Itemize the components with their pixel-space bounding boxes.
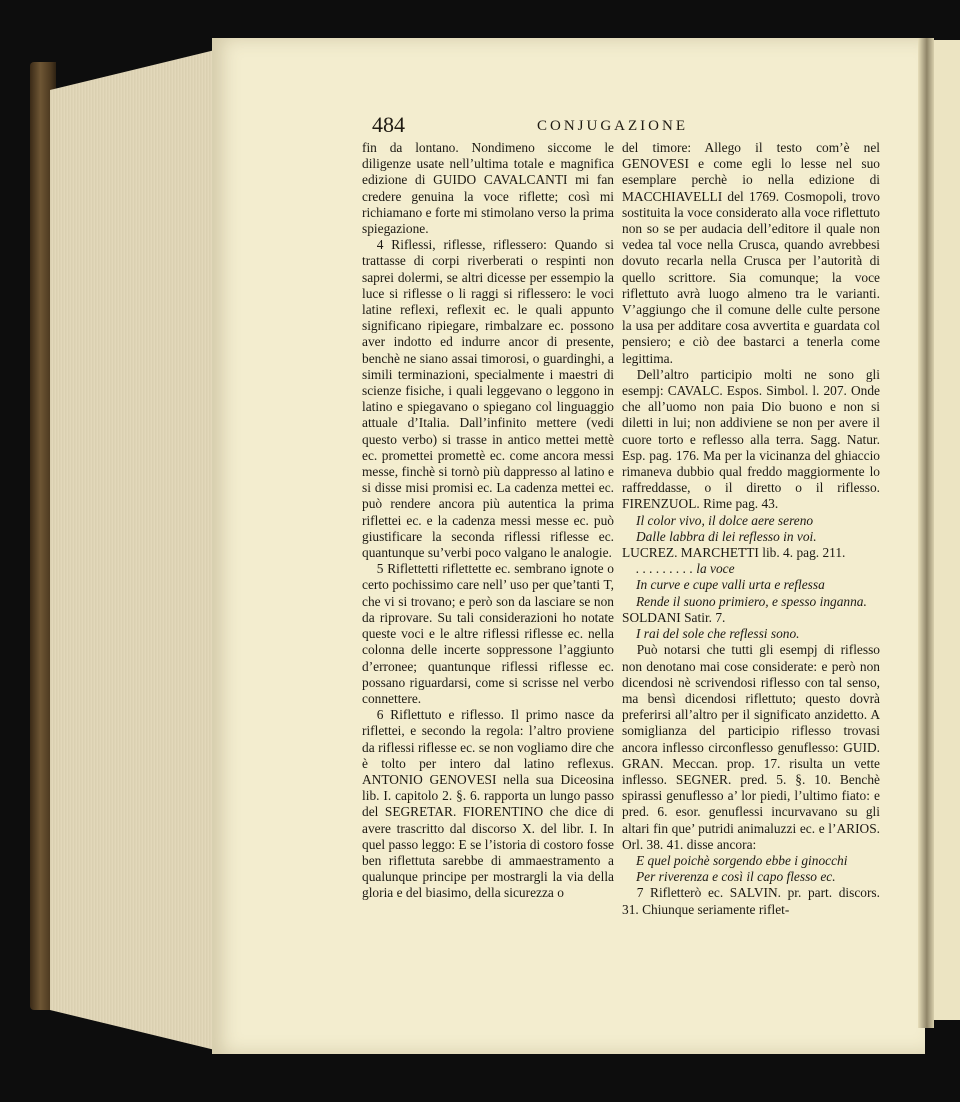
paragraph: 7 Rifletterò ec. SALVIN. pr. part. discors. 31. Chiunque seriamente riflet- — [622, 885, 880, 917]
paragraph: del timore: Allego il testo com’è nel GENOVESI e come egli lo lesse nel suo esemplare perchè io nella edizione di MACCHIAVELLI del 1769. Cosmopoli, trovo sostituita la voce considerato alla voce riflettuto non so se per audacia dell’editore il quale non vedea tal voce nella Crusca, quando avrebbesi dovuto recarla nella Crusca per l’autorità di quello scrittore. Sia comunque; la voce riflettuto avrà luogo almeno tra le varianti. V’aggiungo che il comune delle culte persone la usa per additare cosa avvertita e guardata col pensiero; e ciò dee bastarci a tenerla come legittima. — [622, 140, 880, 366]
citation: LUCREZ. MARCHETTI lib. 4. pag. 211. — [622, 545, 846, 561]
verse-line: E quel poichè sorgendo ebbe i ginocchi — [636, 852, 848, 868]
citation: SOLDANI Satir. 7. — [622, 609, 726, 625]
running-head: CONJUGAZIONE — [537, 118, 688, 134]
left-text-column — [362, 140, 614, 902]
paragraph: 5 Riflettetti riflettette ec. sembrano ignote o certo pochissimo care nell’ uso per que’tanti T, che vi si trovano; e però son da lasciare se non da riprovare. Su tali considerazioni ho notate queste voci e le altre riflessi riflesse ec. nella colonna delle incerte soppressone l’aggiunto d’erronee; quantunque riflessi riflesse ec. possano riguardarsi, come si scrisse nel verbo connettere. — [362, 561, 614, 706]
page-header — [372, 112, 712, 142]
book-gutter — [918, 38, 934, 1028]
verse-line: Per riverenza e così il capo flesso ec. — [636, 869, 836, 885]
paragraph: 4 Riflessi, riflesse, riflessero: Quando si trattasse di corpi riverberati o respinti non saprei dolermi, se altri dicesse per essempio la luce si riflesse o li raggi si riflessero: le voci latine reflexi, reflexit ec. le quali appunto significano ripiegare, rimbalzare ec. possono aver indotto ed indurre ancor di presente, benchè ne siano assai timorosi, o guardinghi, a simili terminazioni, specialmente i maestri di scienze fisiche, i quali leggevano o leggono in latino e spiegavano o spiegano col linguaggio attuale d’Italia. Dall’infinito mettere (vedi questo verbo) si trasse in antico mettei mettè ec. promettei promettè ec. come ancora messi messe, finchè si tornò più dappresso al latino e si disse misi promisi ec. La cadenza mettei ec. può rendere ancora più autentica la prima riflettei ec. e la cadenza messi messe ec. può giustificare la seconda riflessi riflesse ec. quantunque su’verbi poco valgano le analogie. — [362, 237, 614, 561]
verse-line: In curve e cupe valli urta e reflessa — [636, 577, 825, 593]
paragraph: fin da lontano. Nondimeno siccome le diligenze usate nell’ultima totale e magnifica edizione di GUIDO CAVALCANTI mi fan credere genuina la voce riflette; così mi richiamano e forte mi stimolano verso la prima spiegazione. — [362, 140, 614, 237]
right-text-column — [622, 140, 880, 918]
verse-line: Il color vivo, il dolce aere sereno — [636, 512, 814, 528]
verse-line: Rende il suono primiero, e spesso inganna. — [636, 593, 867, 609]
verse-line: Dalle labbra di lei reflesso in voi. — [636, 528, 817, 544]
paragraph: Dell’altro participio molti ne sono gli esempj: CAVALC. Espos. Simbol. l. 207. Onde che all’uomo non paia Dio buono e non si diletti in lui; non addiviene se non per avere il cuore torto e reflesso alla terra. Sagg. Natur. Esp. pag. 176. Ma per la vicinanza del ghiaccio rimaneva dubbio qual freddo maggiormente lo raffreddasse, o il diretto o il riflesso. FIRENZUOL. Rime pag. 43. — [622, 366, 880, 512]
page-number: 484 — [372, 112, 405, 137]
page-edges — [50, 50, 215, 1050]
paragraph: Può notarsi che tutti gli esempj di riflesso non denotano mai cose considerate: e però non dicendosi nè scrivendosi riflesso con tal senso, ma bensì dicendosi riflettuto; questo dovrà preferirsi all’altro per il significato anzidetto. A somiglianza del participio riflesso trovasi ancora inflesso circonflesso genuflesso: GUID. GRAN. Meccan. prop. 17. risulta un vette inflesso. SEGNER. pred. 5. §. 10. Benchè spirassi genuflesso a’ lor piedi, l’ultimo fiato: e pred. 6. esor. genuflessi incurvavano su gli altari fin que’ putridi animaluzzi ec. e l’ARIOS. Orl. 38. 41. disse ancora: — [622, 642, 880, 852]
paragraph: 6 Riflettuto e riflesso. Il primo nasce da riflettei, e secondo la regola: l’altro proviene da riflessi riflesse ec. se non vogliamo dire che è tolto per intero dal latino reflexus. ANTONIO GENOVESI nella sua Diceosina lib. I. capitolo 2. §. 6. rapporta un lungo passo del SEGRETAR. FIORENTINO che dice di avere trascritto dal discorso X. del libr. I. In quel passo leggo: E se l’istoria di costoro fosse ben riflettuta sarebbe di ammaestramento a qualunque principe per mostrargli la via della gloria e del biasimo, della sicurezza o — [362, 707, 614, 901]
verse-line: . . . . . . . . . la voce — [636, 561, 735, 577]
verse-line: I rai del sole che reflessi sono. — [636, 626, 800, 642]
